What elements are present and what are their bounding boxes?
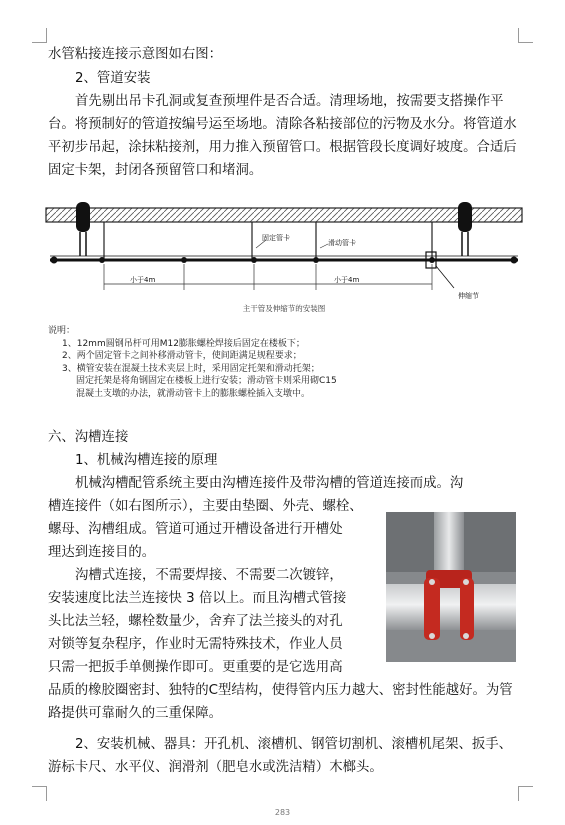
pipe-installation-diagram — [44, 200, 524, 318]
paragraph-line: 理达到连接目的。 — [48, 545, 156, 560]
label-span-left: 小于4m — [130, 276, 156, 284]
diagram-caption: 主干管及伸缩节的安装图 — [242, 304, 326, 313]
note-item: 混凝土支墩的办法，就滑动管卡上的膨胀螺栓插入支墩中。 — [76, 388, 311, 399]
paragraph-line: 螺母、沟槽组成。管道可通过开槽设备进行开槽处 — [48, 522, 343, 537]
groove-coupling-illustration — [386, 512, 516, 662]
note-item: 1、12mm圆钢吊杆可用M12膨胀螺栓焊接后固定在楼板下； — [62, 338, 305, 349]
wall-sleeve-left — [76, 202, 90, 256]
paragraph-line: 头比法兰轻，螺栓数量少，舍弃了法兰接头的对孔 — [48, 614, 343, 629]
paragraph-line: 安装速度比法兰连接快 3 倍以上。而且沟槽式管接 — [48, 591, 347, 606]
label-expansion-joint: 伸缩节 — [458, 292, 479, 300]
paragraph-line: 沟槽式连接，不需要焊接、不需要二次镀锌， — [75, 568, 343, 583]
section-2-body: 首先剔出吊卡孔洞或复查预埋件是否合适。清理场地，按需要支搭操作平台。将预制好的管道按编号运至场地。清除各粘接部位的污物及水分。将管道水平初步吊起，涂抹粘接剂，用力推入预留管口。根据管段长度调好坡度。合适后固定卡架，封闭各预留管口和堵洞。 — [48, 94, 517, 178]
label-sliding-clamp: 滑动管卡 — [328, 239, 356, 247]
wall-sleeve-right — [458, 202, 472, 256]
section-6-title: 六、沟槽连接 — [48, 430, 129, 445]
crop-mark-bottom-right — [518, 786, 533, 801]
notes-title: 说明： — [48, 326, 76, 336]
floor-slab — [46, 208, 522, 222]
paragraph-grooved-system: 机械沟槽配管系统主要由沟槽连接件及带沟槽的管道连接而成。沟 — [75, 476, 464, 491]
diagram-notes — [48, 325, 518, 400]
section-6-1-title: 1、机械沟槽连接的原理 — [75, 453, 218, 468]
label-span-right: 小于4m — [334, 276, 360, 284]
groove-coupling-photo — [386, 512, 516, 662]
section-6-2: 2、安装机械、器具：开孔机、滚槽机、钢管切割机、滚槽机尾架、扳手、游标卡尺、水平仪、润滑剂（肥皂水或洗洁精）木榔头。 — [48, 737, 513, 775]
note-item: 2、两个固定管卡之间补移滑动管卡，使间距满足规程要求； — [62, 351, 302, 361]
crop-mark-bottom-left — [32, 786, 47, 801]
paragraph-line: 只需一把扳手单侧操作即可。更重要的是它选用高 — [48, 660, 343, 675]
label-fixed-clamp: 固定管卡 — [262, 234, 290, 242]
intro-line: 水管粘接连接示意图如右图： — [48, 47, 223, 62]
paragraph-tail: 品质的橡胶圈密封、独特的C型结构，使得管内压力越大、密封性能越好。为管路提供可靠耐久的三重保障。 — [48, 683, 513, 721]
page-number: 283 — [274, 808, 291, 817]
note-item: 固定托架是将角钢固定在楼板上进行安装；滑动管卡则采用砌C15 — [76, 376, 337, 386]
expansion-joint-marker — [426, 252, 454, 288]
section-2-title: 2、管道安装 — [75, 71, 151, 86]
paragraph-line: 槽连接件（如右图所示），主要由垫圈、外壳、螺栓、 — [48, 499, 363, 514]
note-item: 3、横管安装在混凝土技术夹层上时，采用固定托架和滑动托架； — [62, 363, 320, 374]
crop-mark-top-left — [32, 28, 47, 43]
crop-mark-top-right — [518, 28, 533, 43]
main-pipe — [50, 256, 518, 260]
paragraph-line: 对锁等复杂程序，作业时无需特殊技术，作业人员 — [48, 637, 343, 652]
